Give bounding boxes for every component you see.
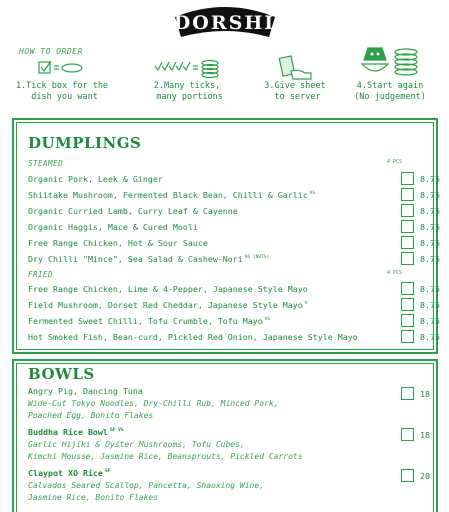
many-ticks-plates-icon <box>132 55 242 81</box>
dish-name: Free Range Chicken, Hot & Sour Sauce <box>28 238 208 248</box>
dumplings-section <box>12 118 438 354</box>
order-checkbox[interactable] <box>401 204 414 217</box>
steamed-pcs-label: 4 PCS <box>387 159 403 165</box>
order-checkbox[interactable] <box>401 282 414 295</box>
header <box>0 3 449 43</box>
dish-name: Hot Smoked Fish, Bean-curd, Pickled Red Onion, Japanese Style Mayo <box>28 332 358 342</box>
order-checkbox[interactable] <box>401 428 414 441</box>
dish-price: 8.75 <box>420 316 440 326</box>
step-4 <box>340 43 440 103</box>
step-3-label: 3.Give sheet to server <box>264 81 326 102</box>
menu-row <box>28 330 438 346</box>
dish-price: 8.75 <box>420 254 440 264</box>
dish-name: Dry Chilli "Mince", Sea Salad & Cashew-Nori $^{VG (NUTS)}$ <box>28 254 270 264</box>
step-1-label: 1.Tick box for the dish you want <box>15 81 109 102</box>
menu-row <box>28 298 438 314</box>
order-checkbox[interactable] <box>401 469 414 482</box>
dish-price: 8.75 <box>420 174 440 184</box>
sheet-to-server-icon <box>250 55 340 81</box>
dish-name: Fermented Sweet Chilli, Tofu Crumble, Tofu Mayo $^{VG}$ <box>28 316 271 326</box>
bowl-item <box>28 427 438 462</box>
order-checkbox[interactable] <box>401 314 414 327</box>
dumplings-title: DUMPLINGS <box>28 134 142 152</box>
dish-price: 8.75 <box>420 206 440 216</box>
how-to-order-steps <box>0 55 449 110</box>
order-checkbox[interactable] <box>401 188 414 201</box>
dish-name: Organic Pork, Leek & Ginger <box>28 174 163 184</box>
dish-price: 8.75 <box>420 284 440 294</box>
dish-name: Organic Curried Lamb, Curry Leaf & Cayenne <box>28 206 238 216</box>
logo-text: DORSHI <box>173 12 276 34</box>
order-checkbox[interactable] <box>401 172 414 185</box>
bowl-item <box>28 386 438 421</box>
dish-price: 8.75 <box>420 332 440 342</box>
dish-description: Garlic Hijiki & Oyster Mushrooms, Tofu Cubes, Kimchi Mousse, Jasmine Rice, Beansprouts, Pickled Carrots <box>28 440 303 461</box>
step-2-label: 2.Many ticks, many portions <box>153 81 223 102</box>
step-4-label: 4.Start again (No judgement) <box>354 81 426 102</box>
happy-bowls-icon <box>340 43 440 81</box>
order-checkbox[interactable] <box>401 387 414 400</box>
dish-name: Buddha Rice Bowl $^{GF VG}$ <box>28 427 124 437</box>
order-checkbox[interactable] <box>401 220 414 233</box>
menu-row <box>28 188 438 204</box>
fried-label: FRIED <box>28 270 54 279</box>
order-checkbox[interactable] <box>401 236 414 249</box>
dish-name: Shiitake Mushroom, Fermented Black Bean, Chilli & Garlic $^{VG}$ <box>28 190 316 200</box>
dish-price: 8.75 <box>420 300 440 310</box>
fried-pcs-label: 4 PCS <box>387 270 403 276</box>
dish-name: Field Mushroom, Dorset Red Cheddar, Japanese Style Mayo $^V$ <box>28 300 308 310</box>
menu-row <box>28 314 438 330</box>
dish-description: Wide-Cut Tokyo Noodles, Dry-Chilli Rub, Minced Pork, Poached Egg, Bonito Flakes <box>28 399 279 420</box>
dish-name: Free Range Chicken, Lime & 4-Pepper, Japanese Style Mayo <box>28 284 308 294</box>
how-to-order-heading: HOW TO ORDER <box>19 47 83 56</box>
dish-price: 8.75 <box>420 238 440 248</box>
menu-row <box>28 204 438 220</box>
steamed-label: STEAMED <box>28 159 64 168</box>
menu-row <box>28 220 438 236</box>
dish-name: Claypot XO Rice $^{GF}$ <box>28 468 111 478</box>
dish-name: Angry Pig, Dancing Tuna <box>28 386 143 396</box>
dish-price: 18 <box>420 430 430 440</box>
dish-description: Calvados Seared Scallop, Pancetta, Shaoxing Wine, Jasmine Rice, Bonito Flakes <box>28 481 265 502</box>
dorshi-logo <box>169 3 281 43</box>
tick-box-plate-icon <box>12 55 112 81</box>
menu-row <box>28 172 438 188</box>
bowl-item <box>28 468 438 503</box>
dish-price: 18 <box>420 389 430 399</box>
bowls-section <box>12 359 438 512</box>
menu-row <box>28 252 438 268</box>
order-checkbox[interactable] <box>401 330 414 343</box>
step-3 <box>250 55 340 103</box>
dish-name: Organic Haggis, Mace & Cured Mooli <box>28 222 198 232</box>
menu-row <box>28 236 438 252</box>
step-1 <box>12 55 112 103</box>
bowls-title: BOWLS <box>28 365 95 383</box>
dish-price: 8.75 <box>420 222 440 232</box>
dish-price: 8.75 <box>420 190 440 200</box>
dish-price: 20 <box>420 471 430 481</box>
order-checkbox[interactable] <box>401 298 414 311</box>
order-checkbox[interactable] <box>401 252 414 265</box>
menu-row <box>28 282 438 298</box>
step-2 <box>132 55 242 103</box>
